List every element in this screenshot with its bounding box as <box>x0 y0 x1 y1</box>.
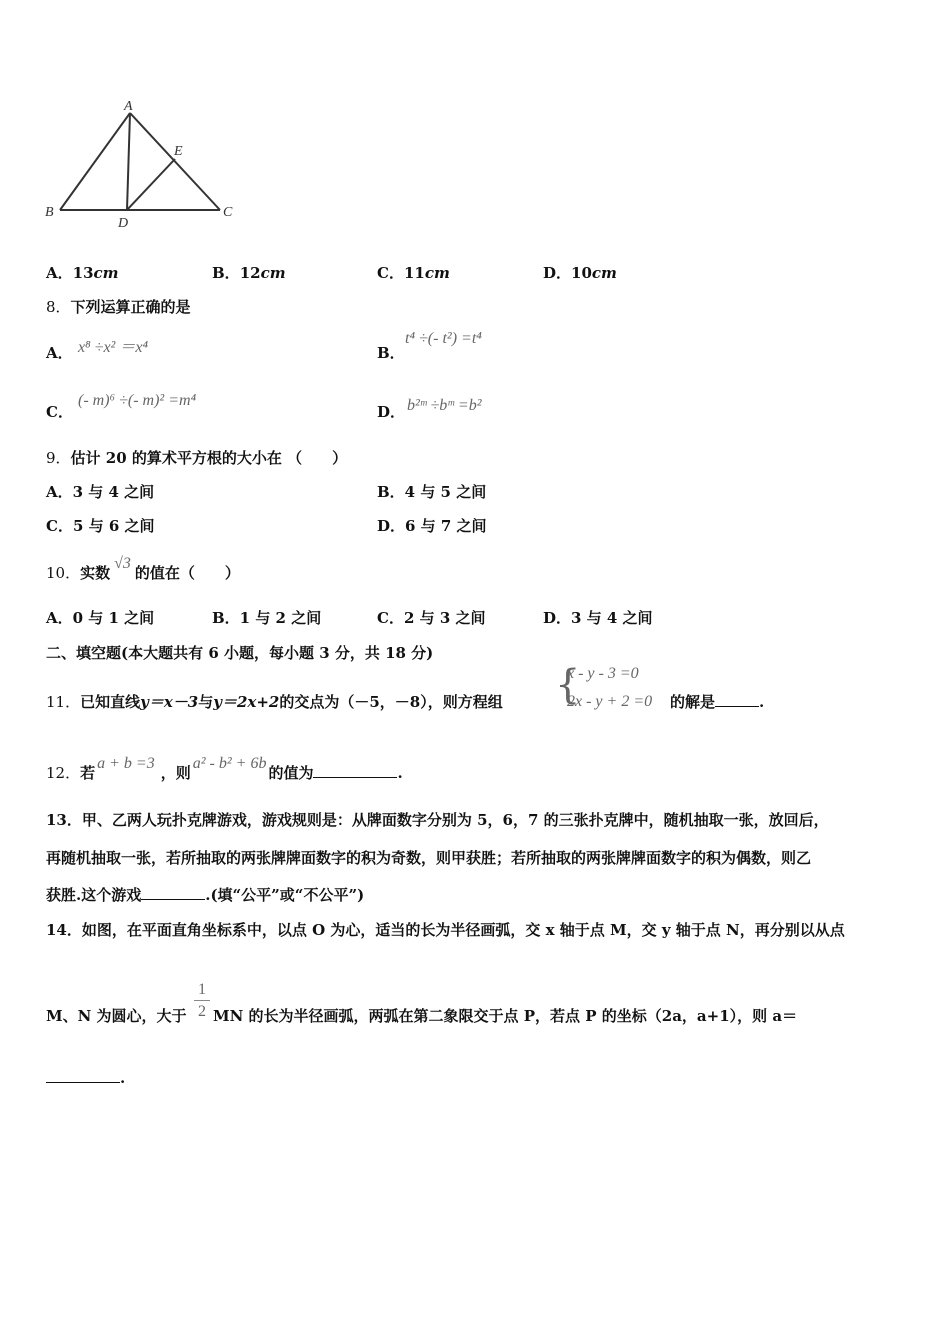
brace-icon: { <box>555 662 581 708</box>
q7-option-c: C．11cm <box>377 264 450 282</box>
label-a: A <box>124 99 133 114</box>
segment-ac <box>130 113 220 210</box>
q12-stem: 12．若a + b =3，则a² - b² + 6b的值为 . <box>46 755 403 782</box>
q13-line-1: 13．甲、乙两人玩扑克牌游戏，游戏规则是：从牌面数字分别为 5，6，7 的三张扑克牌中，随机抽取一张，放回后， <box>46 811 829 829</box>
q14-fraction <box>194 980 210 1023</box>
q8-option-c: C． <box>46 403 73 421</box>
segment-de <box>127 159 175 210</box>
q12-expression: a² - b² + 6b <box>192 755 267 772</box>
segment-ab <box>60 113 130 210</box>
q14-line-2b: MN 的长为半径画弧，两弧在第二象限交于点 P，若点 P 的坐标（2a，a+1），则 a＝ <box>213 1007 798 1025</box>
fraction-denominator: 2 <box>198 1003 206 1020</box>
fraction-numerator: 1 <box>194 980 210 1001</box>
label-c: C <box>223 205 233 220</box>
sqrt3-expr: √3 <box>114 555 131 572</box>
q12-blank[interactable] <box>313 777 397 778</box>
q9-option-a: A．3 与 4 之间 <box>46 483 155 501</box>
segment-ad <box>127 113 130 210</box>
q11-eq2: 2x - y + 2 =0 <box>567 693 653 710</box>
q14-line-2a: M、N 为圆心，大于 <box>46 1007 187 1025</box>
q11-equation-system <box>555 662 670 718</box>
label-d: D <box>118 216 129 231</box>
q8-option-a: A． <box>46 344 73 362</box>
q12-condition: a + b =3 <box>97 755 155 772</box>
q11-stem: 11．已知直线y＝x－3与y＝2x+2的交点为（－5，－8），则方程组 <box>46 693 503 711</box>
q11-answer-line: 的解是 . <box>670 693 765 711</box>
q8-expr-d: b²ᵐ ÷bᵐ =b² <box>407 397 482 414</box>
q11-eq1: x - y - 3 =0 <box>567 665 639 682</box>
q8-expr-a: x⁸ ÷x² ＝x⁴ <box>78 339 149 356</box>
q8-expr-c: (- m)⁶ ÷(- m)² =m⁴ <box>78 392 197 409</box>
q11-blank[interactable] <box>715 706 759 707</box>
q9-stem: 9．估计 20 的算术平方根的大小在 （ ） <box>46 449 348 467</box>
label-b: B <box>45 205 54 220</box>
q10-option-a: A．0 与 1 之间 <box>46 609 155 627</box>
q13-line-3: 获胜.这个游戏 .(填“公平”或“不公平”) <box>46 886 365 904</box>
q8-option-d: D． <box>377 403 406 421</box>
q10-option-d: D．3 与 4 之间 <box>543 609 653 627</box>
q13-line-2: 再随机抽取一张，若所抽取的两张牌牌面数字的积为奇数，则甲获胜；若所抽取的两张牌牌面数字的积为偶数，则乙 <box>46 849 812 867</box>
q14-line-3: . <box>46 1069 125 1087</box>
q10-stem: 10．实数√3的值在（ ） <box>46 555 240 582</box>
q9-option-d: D．6 与 7 之间 <box>377 517 487 535</box>
q8-expr-b: t⁴ ÷(- t²) =t⁴ <box>405 330 482 347</box>
q7-option-a: A．13cm <box>46 264 119 282</box>
q9-option-c: C．5 与 6 之间 <box>46 517 155 535</box>
q14-line-1: 14．如图，在平面直角坐标系中，以点 O 为心，适当的长为半径画弧，交 x 轴于点 M，交 y 轴于点 N，再分别以从点 <box>46 921 845 939</box>
q10-option-b: B．1 与 2 之间 <box>212 609 322 627</box>
q8-option-b: B． <box>377 344 405 362</box>
q9-option-b: B．4 与 5 之间 <box>377 483 487 501</box>
section-2-heading: 二、填空题(本大题共有 6 小题，每小题 3 分，共 18 分) <box>46 644 434 662</box>
q8-stem: 8．下列运算正确的是 <box>46 298 191 316</box>
q7-option-b: B．12cm <box>212 264 286 282</box>
q14-blank[interactable] <box>46 1082 120 1083</box>
q10-option-c: C．2 与 3 之间 <box>377 609 486 627</box>
label-e: E <box>174 144 183 159</box>
q7-option-d: D．10cm <box>543 264 617 282</box>
q13-blank[interactable] <box>141 899 205 900</box>
triangle-figure <box>40 95 250 235</box>
